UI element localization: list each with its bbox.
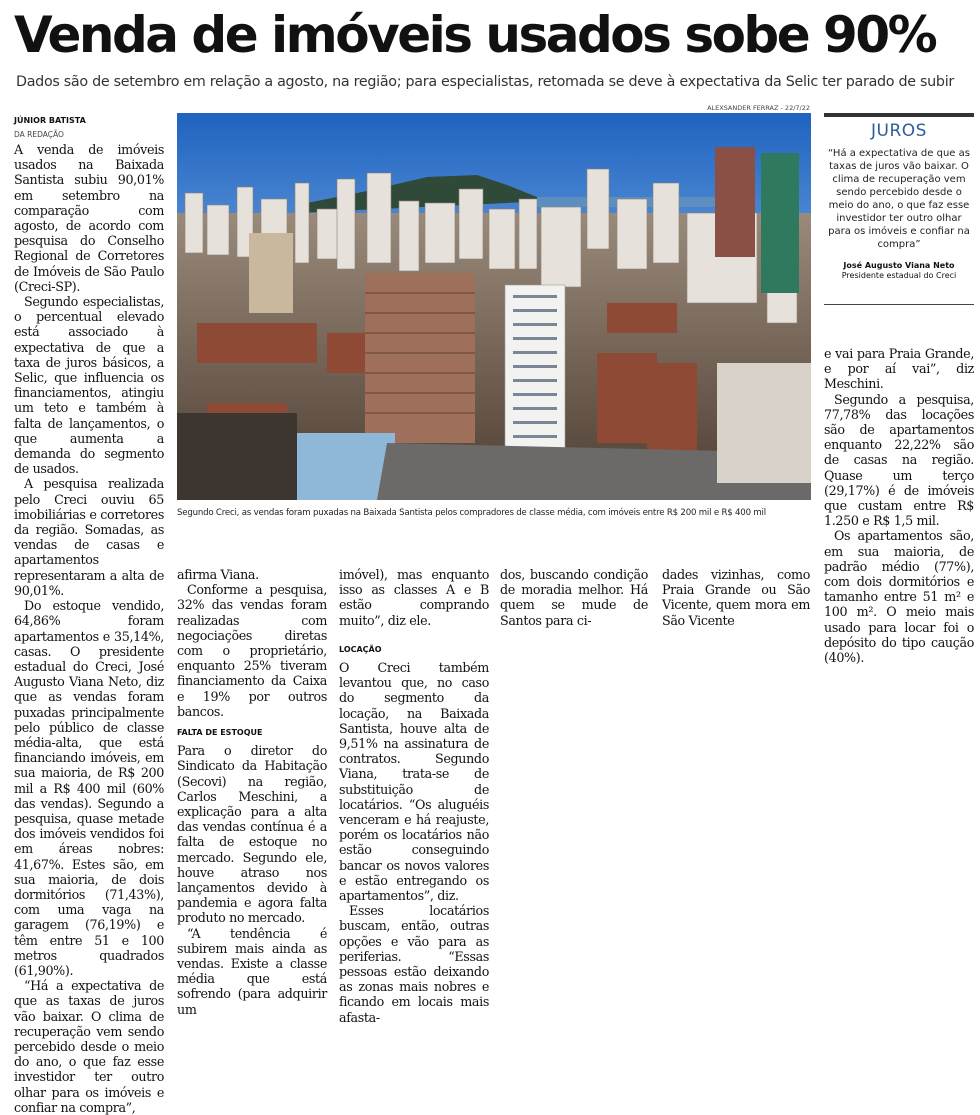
paragraph: Conforme a pesquisa, 32% das vendas foram realizadas com negociações diretas com o proprietário, enquanto 25% tiveram financiamento da Caixa e 19% por outros bancos.: [177, 582, 327, 719]
paragraph: Esses locatários buscam, então, outras opções e vão para as periferias. “Essas pessoas estão deixando as zonas mais nobres e ficando em locais mais afasta-: [339, 903, 489, 1025]
sidebar-quote: “Há a expectativa de que as taxas de juros vão baixar. O clima de recuperação vem sendo percebido desde o meio do ano, o que faz esse investidor ter outro olhar para os imóveis e confiar na compra”: [828, 148, 970, 250]
section-label: LOCAÇÃO: [339, 644, 382, 654]
article-column-5: [662, 567, 810, 628]
paragraph: e vai para Praia Grande, e por aí vai”, diz Meschini.: [824, 346, 974, 392]
article-column-2: [177, 567, 327, 1017]
sidebar-bottom-rule: [824, 304, 974, 305]
paragraph: Os apartamentos são, em sua maioria, de padrão médio (77%), com dois dormitórios e tamanho entre 51 m² e 100 m². O meio mais usado para locar foi o depósito do tipo caução (40%).: [824, 528, 974, 666]
paragraph: imóvel), mas enquanto isso as classes A e B estão comprando muito”, diz ele.: [339, 567, 489, 628]
paragraph: dos, buscando condição de moradia melhor. Há quem se mude de Santos para ci-: [500, 567, 648, 628]
article-column-6: [824, 346, 974, 665]
paragraph: “Há a expectativa de que as taxas de juros vão baixar. O clima de recuperação vem sendo percebido desde o meio do ano, o que faz esse investidor ter outro olhar para os imóveis e confiar na compra”,: [14, 978, 164, 1115]
paragraph: Segundo a pesquisa, 77,78% das locações são de apartamentos enquanto 22,22% são de casas na região. Quase um terço (29,17%) é de imóveis que custam entre R$ 1.250 e R$ 1,5 mil.: [824, 391, 974, 529]
paragraph: Segundo especialistas, o percentual elevado está associado à expectativa de que a taxa de juros básicos, a Selic, que influencia os financiamentos, atingiu um teto e também à falta de lançamentos, o que aumenta a demanda do segmento de usados.: [14, 294, 164, 477]
paragraph: Do estoque vendido, 64,86% foram apartamentos e 35,14%, casas. O presidente estadual do Creci, José Augusto Viana Neto, diz que as vendas foram puxadas principalmente pelo público de classe média-alta, que está financiando imóveis, em sua maioria, de R$ 200 mil a R$ 400 mil (60% das vendas). Segundo a pesquisa, quase metade dos imóveis vendidos foi em áreas nobres: 41,67%. Estes são, em sua maioria, de dois dormitórios (71,43%), com uma vaga na garagem (76,19%) e têm entre 51 e 100 metros quadrados (61,90%).: [14, 598, 164, 978]
sidebar-top-bar: [824, 113, 974, 117]
paragraph: Para o diretor do Sindicato da Habitação (Secovi) na região, Carlos Meschini, a explicação para a alta das vendas contínua é a falta de estoque no mercado. Segundo ele, houve atraso nos lançamentos devido à pandemia e agora falta produto no mercado.: [177, 743, 327, 926]
sidebar-author: José Augusto Viana Neto: [843, 261, 955, 270]
photo-caption: Segundo Creci, as vendas foram puxadas na Baixada Santista pelos compradores de classe média, com imóveis entre R$ 200 mil e R$ 400 mil: [177, 508, 766, 518]
paragraph: A venda de imóveis usados na Baixada Santista subiu 90,01% em setembro na comparação com agosto, de acordo com pesquisa do Conselho Regional de Corretores de Imóveis de São Paulo (Creci-SP).: [14, 142, 164, 294]
subhead: Dados são de setembro em relação a agosto, na região; para especialistas, retomada se deve à expectativa da Selic ter parado de subir: [16, 74, 954, 90]
photo-credit: ALEXSANDER FERRAZ - 22/7/22: [707, 104, 810, 112]
juros-sidebar: [824, 113, 974, 305]
section-label: FALTA DE ESTOQUE: [177, 728, 263, 738]
article-column-3: [339, 567, 489, 1025]
city-skyline-photo: [177, 113, 811, 500]
paragraph: O Creci também levantou que, no caso do segmento da locação, na Baixada Santista, houve alta de 9,51% na assinatura de contratos. Segundo Viana, trata-se de substituição de locatários. “Os aluguéis venceram e há reajuste, porém os locatários não estão conseguindo bancar os novos valores e estão entregando os apartamentos”, diz.: [339, 660, 489, 904]
paragraph: A pesquisa realizada pelo Creci ouviu 65 imobiliárias e corretores da região. Somadas, as vendas de casas e apartamentos representaram a alta de 90,01%.: [14, 476, 164, 598]
sidebar-role: Presidente estadual do Creci: [841, 271, 957, 280]
byline-desk: DA REDAÇÃO: [14, 130, 64, 139]
headline: Venda de imóveis usados sobe 90%: [14, 6, 936, 64]
byline-author: JÚNIOR BATISTA: [14, 116, 86, 125]
paragraph: afirma Viana.: [177, 567, 259, 582]
article-column-4: [500, 567, 648, 628]
paragraph: “A tendência é subirem mais ainda as vendas. Existe a classe média que está sofrendo (para adquirir um: [177, 925, 327, 1017]
paragraph: dades vizinhas, como Praia Grande ou São Vicente, quem mora em São Vicente: [662, 567, 810, 628]
sidebar-title: JUROS: [871, 121, 927, 141]
article-column-1: [14, 142, 164, 1115]
city-skyline-image: [177, 113, 811, 500]
